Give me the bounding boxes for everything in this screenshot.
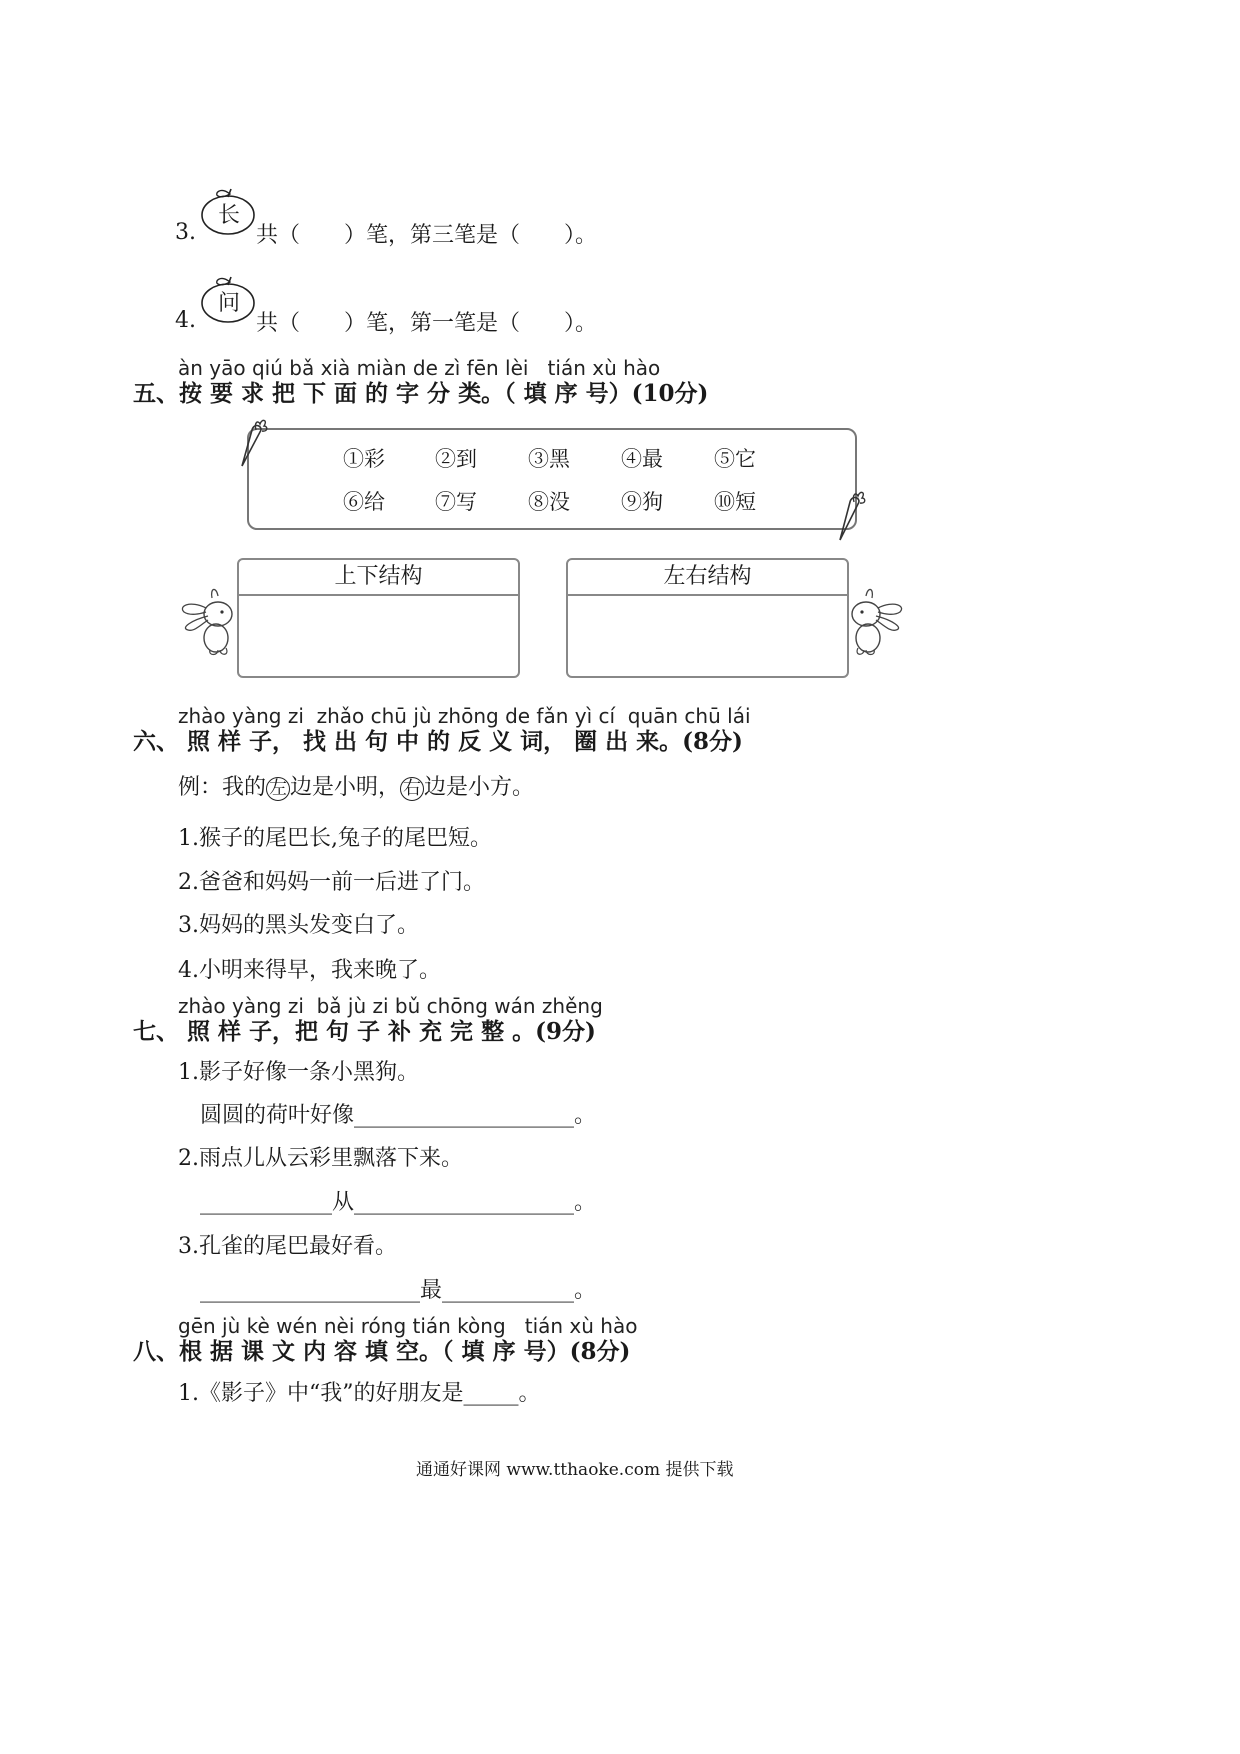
- section5-title: 五、按 要 求 把 下 面 的 字 分 类。（ 填 序 号）(10分): [133, 380, 709, 407]
- section7-title: 七、 照 样 子，把 句 子 补 充 完 整 。(9分): [133, 1018, 596, 1045]
- question-number: 3.: [175, 220, 196, 245]
- word-item: ⑩短: [714, 490, 756, 514]
- sentence-item: 1.猴子的尾巴长,兔子的尾巴短。: [178, 826, 492, 851]
- rabbit-icon: [842, 586, 908, 658]
- example-sentence: [178, 770, 534, 801]
- fill-blank-line[interactable]: ____________从____________________。: [200, 1190, 597, 1215]
- sentence-item: 4.小明来得早，我来晚了。: [178, 958, 441, 983]
- word-item: ④最: [621, 447, 663, 471]
- word-item: ⑧没: [528, 490, 570, 514]
- sentence-item: 3.妈妈的黑头发变白了。: [178, 913, 419, 938]
- sentence-item: 3.孔雀的尾巴最好看。: [178, 1234, 397, 1259]
- word-item: ⑤它: [714, 447, 756, 471]
- word-item: ①彩: [343, 447, 385, 471]
- stroke-question-text: 共（ ）笔，第三笔是（ ）。: [256, 223, 598, 248]
- circled-char: 左: [266, 777, 290, 801]
- rabbit-icon: [176, 586, 242, 658]
- fill-blank-line[interactable]: ____________________最____________。: [200, 1278, 597, 1303]
- apple-char-frame-4: [200, 276, 258, 328]
- circled-char: 右: [400, 777, 424, 801]
- section5-pinyin: àn yāo qiú bǎ xià miàn de zì fēn lèi tián xù hào: [178, 356, 661, 380]
- answer-box-title: 上下结构: [239, 560, 518, 596]
- footer-source: 通通好课网 www.tthaoke.com 提供下载: [416, 1460, 734, 1480]
- word-item: ⑦写: [435, 490, 477, 514]
- example-suffix: 边是小方。: [424, 775, 535, 800]
- sentence-item: 1.影子好像一条小黑狗。: [178, 1060, 419, 1085]
- sentence-item: 2.雨点儿从云彩里飘落下来。: [178, 1146, 463, 1171]
- answer-box-left-right[interactable]: [566, 558, 849, 678]
- word-item: ⑨狗: [621, 490, 663, 514]
- carrot-icon: [832, 486, 870, 542]
- stroke-question-text: 共（ ）笔，第一笔是（ ）。: [256, 311, 598, 336]
- word-item: ②到: [435, 447, 477, 471]
- fill-blank-line[interactable]: 1.《影子》中“我”的好朋友是_____。: [178, 1381, 541, 1406]
- apple-char-frame-3: [200, 188, 258, 240]
- section7-pinyin: zhào yàng zi bǎ jù zi bǔ chōng wán zhěng: [178, 994, 603, 1018]
- answer-box-title: 左右结构: [568, 560, 847, 596]
- question-number: 4.: [175, 308, 196, 333]
- example-prefix: 例：我的: [178, 775, 267, 800]
- apple-char: 问: [218, 291, 241, 316]
- word-item: ③黑: [528, 447, 570, 471]
- section6-pinyin: zhào yàng zi zhǎo chū jù zhōng de fǎn yì cí quān chū lái: [178, 704, 751, 728]
- carrot-icon: [232, 418, 270, 468]
- example-mid: 边是小明，: [290, 775, 401, 800]
- answer-box-top-bottom[interactable]: [237, 558, 520, 678]
- section6-title: 六、 照 样 子， 找 出 句 中 的 反 义 词， 圈 出 来。(8分): [133, 728, 743, 755]
- fill-blank-line[interactable]: 圆圆的荷叶好像____________________。: [200, 1103, 597, 1128]
- section8-pinyin: gēn jù kè wén nèi róng tián kòng tián xù hào: [178, 1314, 638, 1338]
- sentence-item: 2.爸爸和妈妈一前一后进了门。: [178, 870, 485, 895]
- section8-title: 八、根 据 课 文 内 容 填 空。（ 填 序 号）(8分): [133, 1338, 631, 1365]
- word-item: ⑥给: [343, 490, 385, 514]
- apple-char: 长: [218, 203, 241, 228]
